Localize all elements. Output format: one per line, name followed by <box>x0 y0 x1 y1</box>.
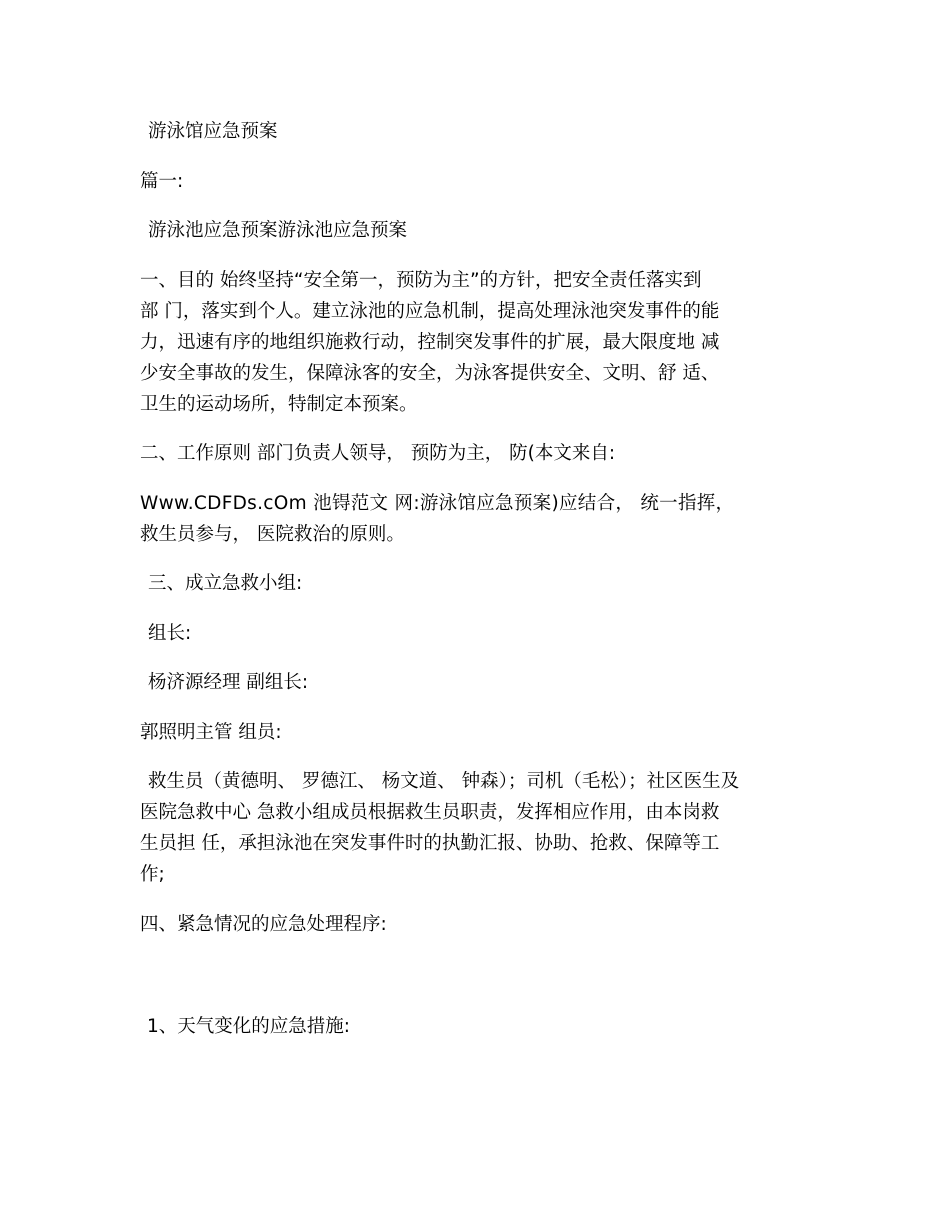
paragraph-line: 二、工作原则 部门负责人领导， 预防为主， 防(本文来自: <box>140 443 616 464</box>
paragraph-line: 救生员（黄德明、 罗德江、 杨文道、 钟森）；司机（毛松）；社区医生及 <box>148 771 740 792</box>
paragraph-line: 少安全事故的发生，保障泳客的安全，为泳客提供安全、文明、舒 适、 <box>140 363 720 384</box>
paragraph-line: 一、目的 始终坚持“安全第一，预防为主”的方针，把安全责任落实到 <box>140 270 702 291</box>
paragraph-line: 篇一: <box>140 171 184 192</box>
paragraph-line: 救生员参与， 医院救治的原则。 <box>140 524 405 545</box>
paragraph-line: 医院急救中心 急救小组成员根据救生员职责，发挥相应作用，由本岗救 <box>140 802 720 823</box>
paragraph-line: 生员担 任，承担泳池在突发事件时的执勤汇报、协助、抢救、保障等工 <box>140 833 720 854</box>
document-title: 游泳馆应急预案 <box>148 121 278 142</box>
paragraph-line: 三、成立急救小组: <box>148 573 303 594</box>
paragraph-line: 卫生的运动场所，特制定本预案。 <box>140 394 418 415</box>
paragraph-line: 作; <box>140 864 165 885</box>
paragraph-line: 四、紧急情况的应急处理程序: <box>140 914 387 935</box>
paragraph-line: Www.CDFDs.cOm 池锝范文 网:游泳馆应急预案)应结合， 统一指挥， <box>140 493 735 514</box>
paragraph-line: 力，迅速有序的地组织施救行动，控制突发事件的扩展，最大限度地 减 <box>140 332 720 353</box>
paragraph-line: 部 门，落实到个人。建立泳池的应急机制，提高处理泳池突发事件的能 <box>140 301 720 322</box>
section-heading: 游泳池应急预案游泳池应急预案 <box>148 220 408 241</box>
paragraph-line: 1、天气变化的应急措施: <box>147 1016 351 1037</box>
paragraph-line: 杨济源经理 副组长: <box>148 672 309 693</box>
paragraph-line: 组长: <box>148 623 192 644</box>
paragraph-line: 郭照明主管 组员: <box>140 722 282 743</box>
